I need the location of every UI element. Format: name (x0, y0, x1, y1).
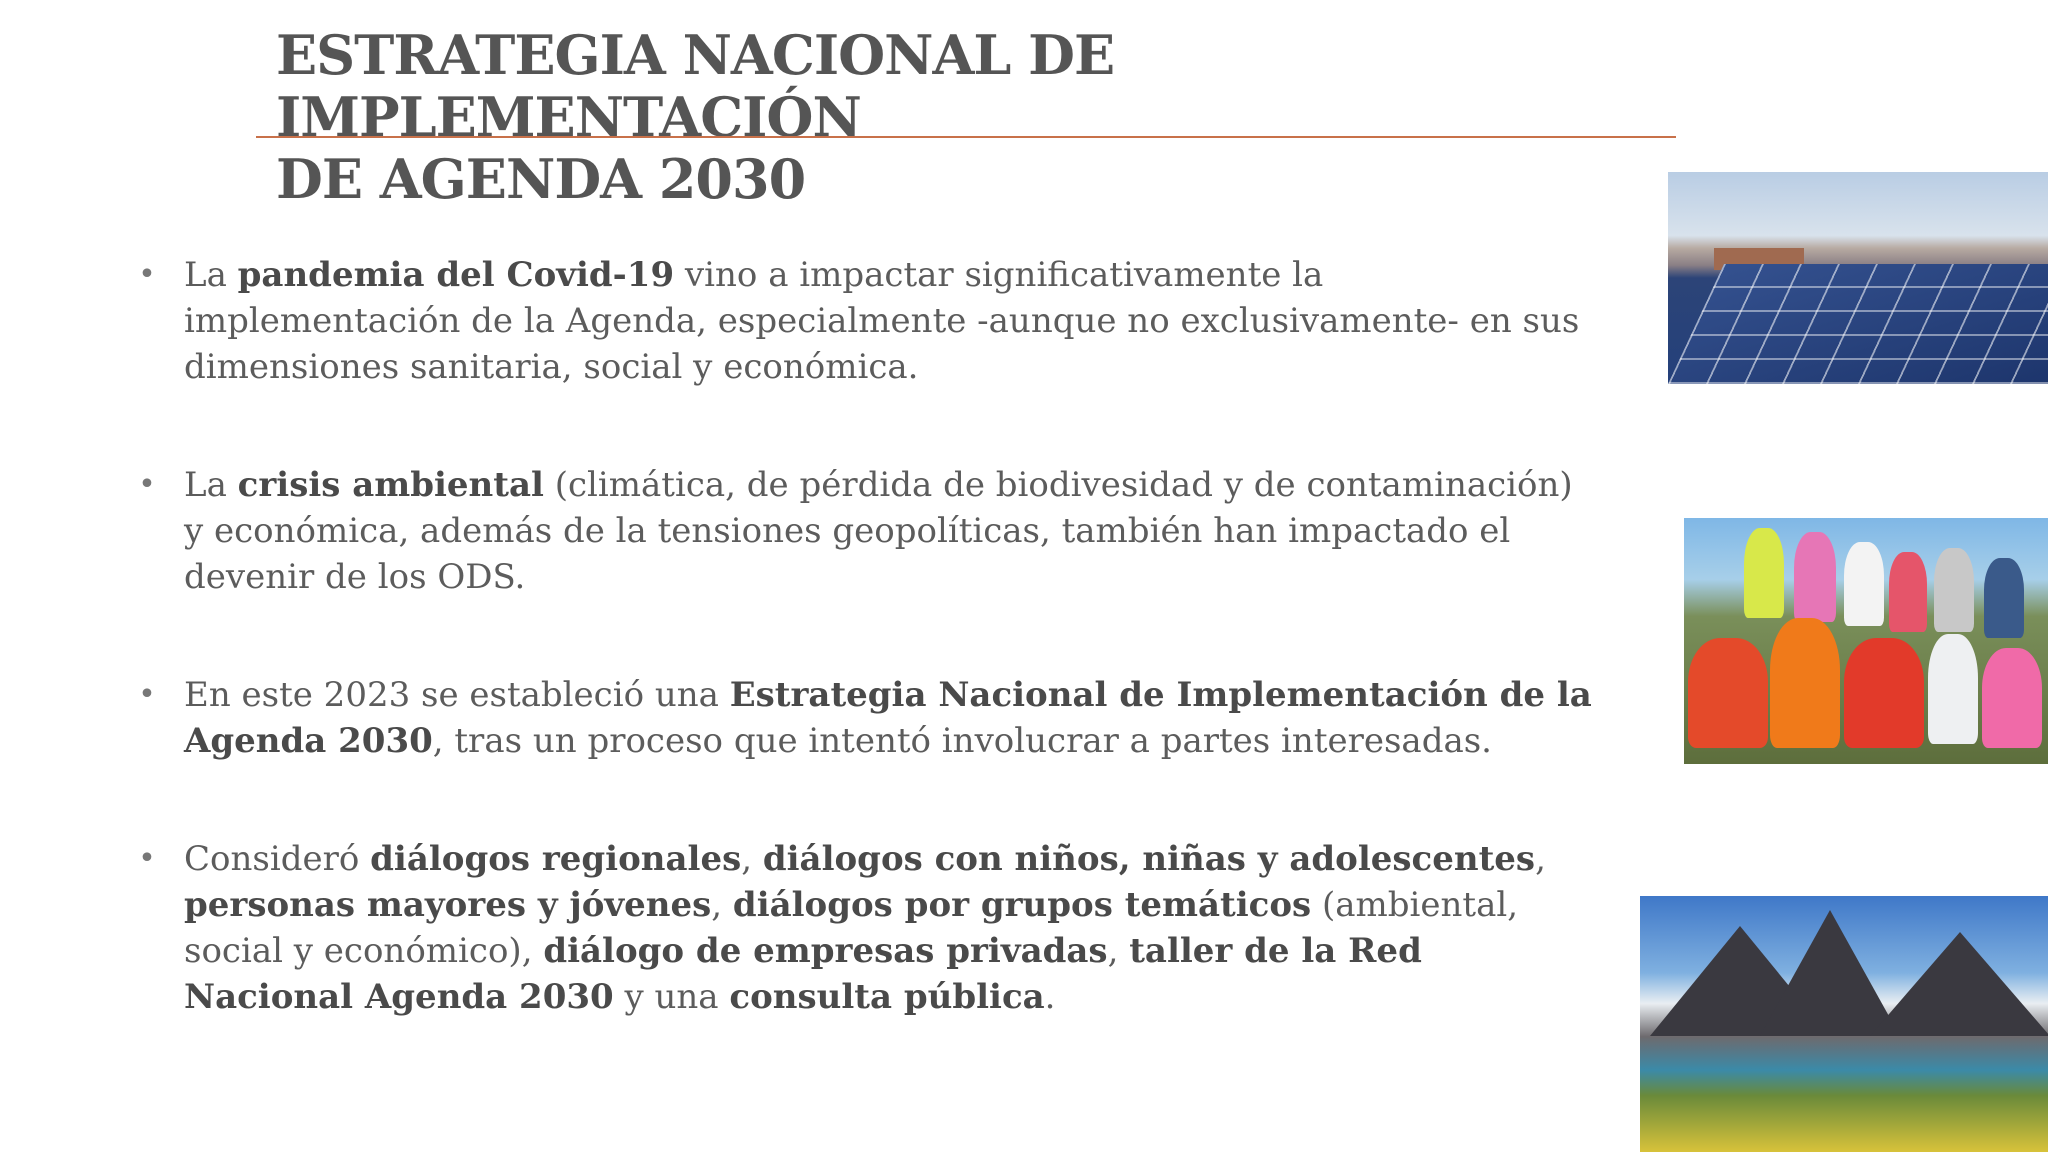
bullet-text (184, 839, 1546, 1017)
text-segment: La (184, 255, 238, 295)
child-figure (1794, 532, 1836, 622)
text-segment: vino a impactar significativamente la implementación de la Agenda, especialmente -aunque no exclusivamente- en sus dimensiones sanitaria, social y económica. (184, 255, 1580, 387)
bold-text-segment: pandemia del Covid-19 (237, 255, 675, 295)
solar-panels-photo (1668, 172, 2048, 384)
solar-panel-grid (1668, 264, 2048, 384)
bold-text-segment: taller de la Red Nacional Agenda 2030 (184, 931, 1422, 1017)
slide-title (276, 24, 1716, 210)
mountain-landscape-photo (1640, 896, 2048, 1152)
text-segment: y una (613, 977, 730, 1017)
text-segment: (ambiental, social y económico), (184, 885, 1519, 971)
bold-text-segment: consulta pública (729, 977, 1045, 1017)
bullet-dot-icon: • (138, 467, 156, 502)
text-segment: , (1107, 931, 1130, 971)
bullet-dot-icon: • (138, 841, 156, 876)
bullet-item-dialogos (132, 836, 1602, 1020)
bold-text-segment: diálogos con niños, niñas y adolescentes (762, 839, 1536, 879)
mountain-peak (1870, 932, 2048, 1036)
child-figure (1688, 638, 1768, 748)
bullet-item-crisis (132, 462, 1602, 600)
text-segment: . (1044, 977, 1056, 1017)
text-segment: La (184, 465, 238, 505)
slide-title-line-1: ESTRATEGIA NACIONAL DE IMPLEMENTACIÓN (276, 23, 1115, 149)
child-figure (1934, 548, 1974, 632)
children-group-photo (1684, 518, 2048, 764)
child-figure (1770, 618, 1840, 748)
child-figure (1744, 528, 1784, 618)
child-figure (1982, 648, 2042, 748)
text-segment: (climática, de pérdida de biodivesidad y de contaminación) y económica, además de la tensiones geopolíticas, también han impactado el devenir de los ODS. (184, 465, 1573, 597)
bullet-dot-icon: • (138, 257, 156, 292)
bullet-text (184, 465, 1573, 597)
bold-text-segment: personas mayores y jóvenes (184, 885, 712, 925)
text-segment: , (741, 839, 763, 879)
bullet-list (132, 252, 1602, 1020)
text-segment: En este 2023 se estableció una (184, 675, 730, 715)
bold-text-segment: Estrategia Nacional de Implementación de la Agenda 2030 (184, 675, 1592, 761)
bold-text-segment: crisis ambiental (237, 465, 544, 505)
text-segment: , tras un proceso que intentó involucrar a partes interesadas. (432, 721, 1492, 761)
text-segment: Consideró (184, 839, 371, 879)
child-figure (1984, 558, 2024, 638)
bullet-dot-icon: • (138, 677, 156, 712)
bullet-text (184, 675, 1592, 761)
bullet-item-estrategia (132, 672, 1602, 764)
bullet-text (184, 255, 1579, 387)
text-segment: , (1535, 839, 1546, 879)
child-figure (1844, 638, 1924, 748)
slide-title-line-2: DE AGENDA 2030 (276, 147, 806, 211)
child-figure (1928, 634, 1978, 744)
child-figure (1889, 552, 1927, 632)
bold-text-segment: diálogos por grupos temáticos (732, 885, 1312, 925)
text-segment: , (711, 885, 733, 925)
title-underline (256, 136, 1676, 138)
bold-text-segment: diálogos regionales (370, 839, 742, 879)
bold-text-segment: diálogo de empresas privadas (543, 931, 1108, 971)
bullet-item-covid (132, 252, 1602, 390)
child-figure (1844, 542, 1884, 626)
